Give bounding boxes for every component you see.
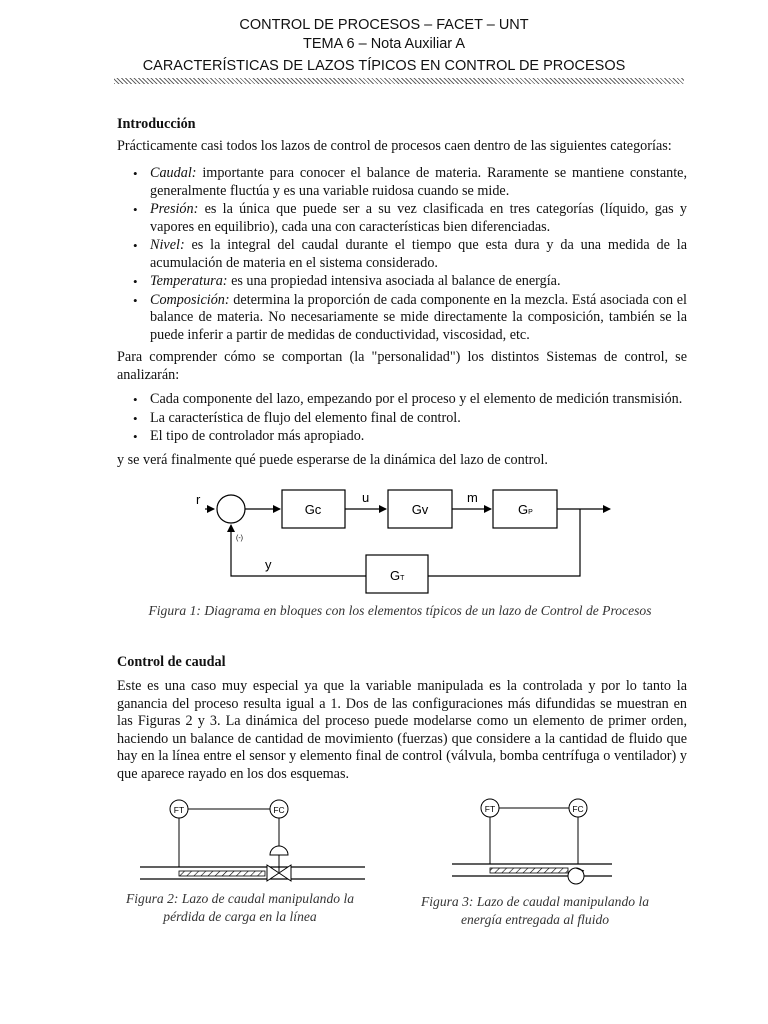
category-text: determina la proporción de cada componente en la mezcla. Está asociada con el balance de materia. No necesariamente se mide directamente la composición, también se la puede inferir a partir de medidas de conductividad, viscosidad, etc. <box>150 291 687 343</box>
analysis-item: • La característica de flujo del elemento final de control. <box>150 410 687 428</box>
summing-junction <box>217 495 245 523</box>
intro-paragraph-3: y se verá finalmente qué puede esperarse de la dinámica del lazo de control. <box>117 452 548 468</box>
category-text: importante para conocer el balance de materia. Raramente se mantiene constante, generalmente fluctúa y es una variable ruidosa cuando se mide. <box>150 165 687 199</box>
flow-control-heading: Control de caudal <box>117 654 226 670</box>
analysis-item: • Cada componente del lazo, empezando por el proceso y el elemento de medición transmisión. <box>150 391 687 409</box>
signal-u-label: u <box>362 490 370 505</box>
analysis-list <box>117 391 687 447</box>
signal-y-label: y <box>265 557 272 572</box>
block-diagram <box>0 480 768 598</box>
category-term: Caudal: <box>150 165 197 181</box>
valve-actuator-icon <box>270 846 288 855</box>
intro-paragraph-2: Para comprender cómo se comportan (la "personalidad") los distintos Sistemas de control, se analizarán: <box>117 349 687 383</box>
valve-label: Gv <box>411 502 429 517</box>
header-topic: TEMA 6 – Nota Auxiliar A <box>303 36 465 52</box>
signal-m-label: m <box>467 490 478 505</box>
controller-label: Gc <box>304 502 322 517</box>
category-item <box>150 237 687 272</box>
flow-transmitter-label: FT <box>173 805 185 815</box>
signal-r-label: r <box>196 492 201 507</box>
intro-lead: Prácticamente casi todos los lazos de control de procesos caen dentro de las siguientes categorías: <box>117 138 672 154</box>
header-rule <box>114 78 684 84</box>
category-item <box>150 165 687 200</box>
hatched-fluid-section <box>490 868 568 873</box>
category-item <box>150 292 687 345</box>
figure2-diagram <box>140 795 370 890</box>
category-item <box>150 201 687 236</box>
category-term: Nivel: <box>150 237 185 253</box>
figure3-caption-line1: Figura 3: Lazo de caudal manipulando la <box>420 894 650 909</box>
category-text: es la integral del caudal durante el tiempo que esta dura y da una medida de la acumulación de materia en el sistema considerado. <box>150 237 687 271</box>
flow-control-paragraph: Este es una caso muy especial ya que la variable manipulada es la controlada y por lo tanto la ganancia del proceso resulta igual a 1. Dos de las configuraciones más difundidas se muestran en las Figuras 2 y 3. La dinámica del proceso puede modelarse como un elemento de primer orden, haciendo un balance de cantidad de movimiento (fuerzas) que considere a la cantidad de fluido que hay en la línea entre el sensor y elemento final de control (válvula, bomba centrífuga o ventilador) y que aparece rayado en los dos esquemas. <box>117 678 687 782</box>
category-list <box>117 165 687 345</box>
category-item <box>150 273 687 291</box>
process-label: GP <box>518 502 533 517</box>
analysis-item: • El tipo de controlador más apropiado. <box>150 428 687 446</box>
category-term: Temperatura: <box>150 273 228 289</box>
flow-transmitter-label: FT <box>484 804 496 814</box>
category-text: es la única que puede ser a su vez clasificada en tres categorías (líquido, gas y vapores en equilibrio), cada una con características bien diferenciadas. <box>150 201 687 235</box>
transmitter-label: GT <box>390 568 405 583</box>
feedback-line-left <box>231 525 366 576</box>
category-term: Presión: <box>150 201 199 217</box>
header-title: CARACTERÍSTICAS DE LAZOS TÍPICOS EN CONTROL DE PROCESOS <box>142 58 626 74</box>
category-text: es una propiedad intensiva asociada al balance de energía. <box>227 273 561 289</box>
flow-controller-label: FC <box>572 804 584 814</box>
intro-heading: Introducción <box>117 116 196 132</box>
header-course: CONTROL DE PROCESOS – FACET – UNT <box>239 17 529 33</box>
figure3-caption-line2: energía entregada al fluido <box>460 912 610 927</box>
figure2-caption-line1: Figura 2: Lazo de caudal manipulando la <box>125 891 355 906</box>
hatched-fluid-section <box>179 871 265 876</box>
flow-controller-label: FC <box>273 805 285 815</box>
negative-sign-label: (-) <box>236 535 243 542</box>
figure2-caption-line2: pérdida de carga en la línea <box>163 909 317 924</box>
figure1-caption: Figura 1: Diagrama en bloques con los elementos típicos de un lazo de Control de Procesos <box>148 603 652 618</box>
figure3-diagram <box>452 795 612 890</box>
category-term: Composición: <box>150 291 230 308</box>
